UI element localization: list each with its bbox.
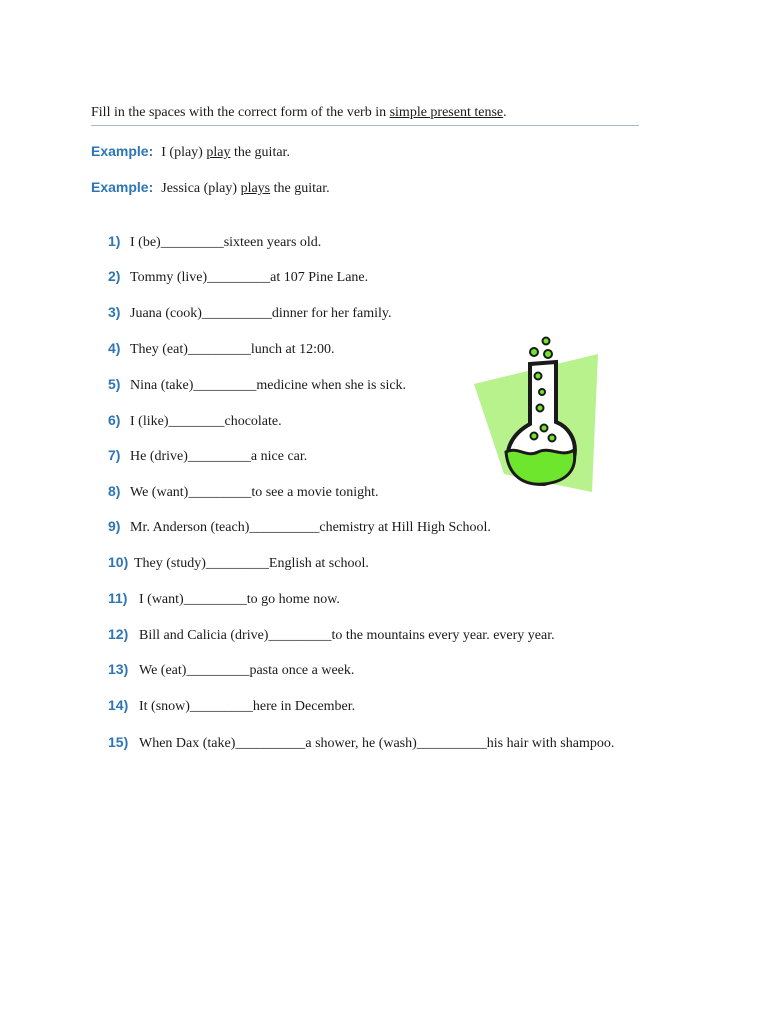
question-1 (108, 233, 321, 251)
question-number: 13) (108, 661, 129, 677)
question-number: 12) (108, 626, 129, 642)
question-text: Tommy (live)_________at 107 Pine Lane. (130, 270, 369, 285)
example-rest: the guitar. (230, 145, 290, 160)
question-number: 5) (108, 376, 121, 392)
bubble (539, 389, 545, 395)
bubble (541, 425, 548, 432)
question-text: It (snow)_________here in December. (139, 699, 356, 714)
example-label: Example: (91, 179, 154, 195)
example-prompt: I (play) (161, 145, 207, 160)
question-number: 15) (108, 734, 129, 750)
question-number: 8) (108, 483, 121, 499)
question-text: I (want)_________to go home now. (139, 592, 340, 607)
instructions-underlined: simple present tense (389, 105, 504, 120)
question-text: We (want)_________to see a movie tonight. (130, 485, 379, 500)
instructions-text: Fill in the spaces with the correct form of the verb in (91, 105, 390, 120)
question-4 (108, 340, 335, 358)
question-13 (108, 661, 354, 679)
question-number: 9) (108, 518, 121, 534)
bubble (535, 373, 542, 380)
question-number: 1) (108, 233, 121, 249)
question-text: Nina (take)_________medicine when she is sick. (130, 378, 407, 393)
bubble (544, 350, 552, 358)
question-text: They (study)_________English at school. (134, 556, 369, 571)
question-text: We (eat)_________pasta once a week. (139, 663, 355, 678)
question-number: 7) (108, 447, 121, 463)
example-2 (91, 179, 330, 197)
instructions-end: . (503, 105, 507, 120)
example-rest: the guitar. (270, 181, 330, 196)
question-9 (108, 518, 491, 536)
question-3 (108, 304, 392, 322)
instructions (91, 105, 639, 126)
bubble (531, 433, 538, 440)
question-number: 3) (108, 304, 121, 320)
question-number: 2) (108, 268, 121, 284)
bubble (537, 405, 544, 412)
example-answer: play (206, 145, 231, 160)
question-number: 6) (108, 412, 121, 428)
question-text: He (drive)_________a nice car. (130, 449, 308, 464)
bubble (549, 435, 556, 442)
question-text: Mr. Anderson (teach)__________chemistry at Hill High School. (130, 520, 491, 535)
question-number: 10) (108, 554, 129, 570)
question-7 (108, 447, 307, 465)
question-5 (108, 376, 406, 394)
question-text: When Dax (take)__________a shower, he (wash)__________his hair with shampoo. (139, 736, 615, 751)
bubble (543, 338, 550, 345)
question-text: I (be)_________sixteen years old. (130, 235, 322, 250)
question-text: Juana (cook)__________dinner for her family. (130, 306, 392, 321)
flask-liquid (506, 450, 575, 484)
question-text: I (like)________chocolate. (130, 414, 282, 429)
example-prompt: Jessica (play) (161, 181, 241, 196)
question-15 (108, 734, 614, 752)
example-1 (91, 143, 290, 161)
question-10 (108, 554, 369, 572)
example-answer: plays (240, 181, 271, 196)
question-text: Bill and Calicia (drive)_________to the mountains every year. every year. (139, 628, 555, 643)
question-12 (108, 626, 555, 644)
question-number: 14) (108, 697, 129, 713)
example-label: Example: (91, 143, 154, 159)
bubble (530, 348, 538, 356)
question-text: They (eat)_________lunch at 12:00. (130, 342, 335, 357)
question-8 (108, 483, 379, 501)
chemistry-flask-icon (474, 334, 604, 494)
question-number: 11) (108, 590, 128, 606)
question-6 (108, 412, 282, 430)
question-number: 4) (108, 340, 121, 356)
question-11 (108, 590, 340, 608)
question-14 (108, 697, 355, 715)
question-2 (108, 268, 368, 286)
